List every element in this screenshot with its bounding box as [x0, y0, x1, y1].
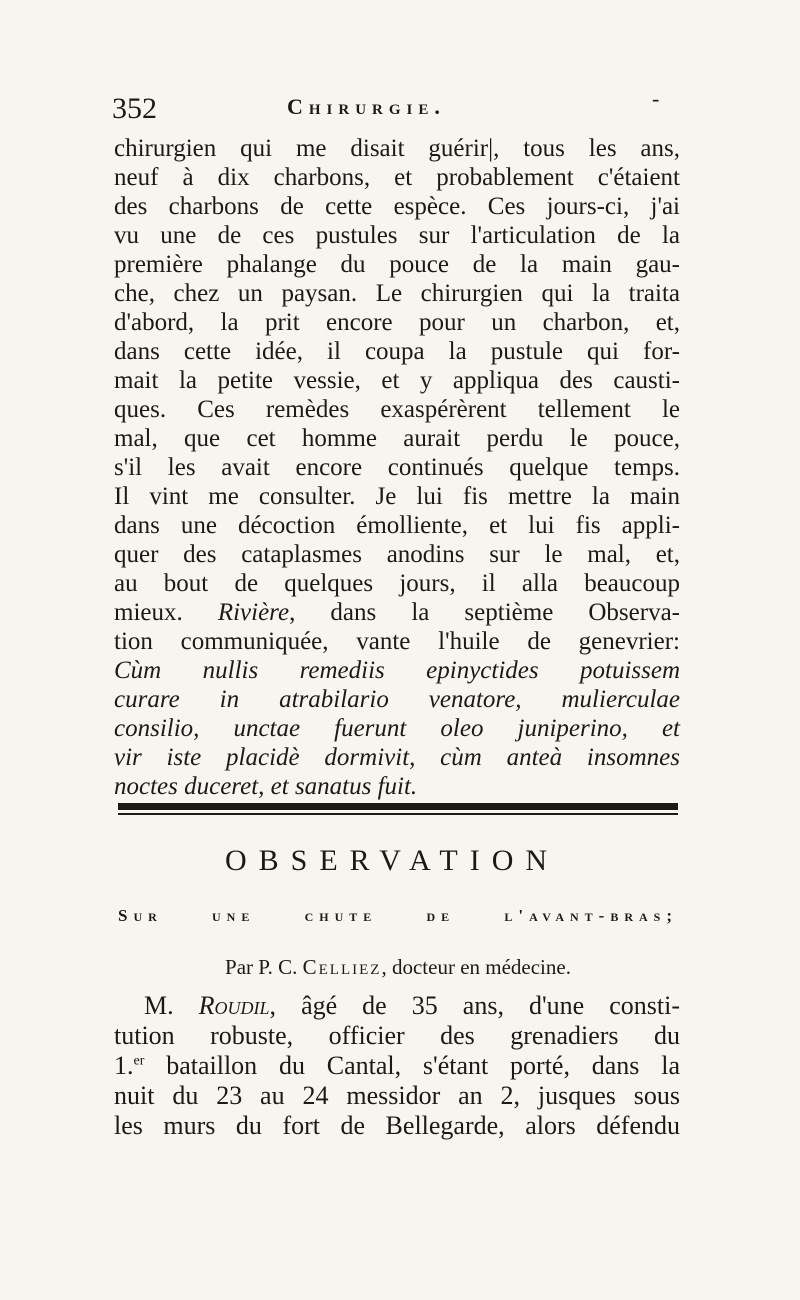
- text-fragment: , âgé de 35 ans, d'une consti-: [269, 991, 680, 1020]
- text-line: tion communiquée, vante l'huile de genevrier:: [114, 628, 680, 655]
- text-line: ques. Ces remèdes exaspérèrent tellement le: [114, 396, 680, 423]
- text-fragment: bataillon du Cantal, s'étant porté, dans la: [144, 1051, 680, 1080]
- text-line: chirurgien qui me disait guérir|, tous les ans,: [114, 135, 680, 162]
- text-fragment: mieux.: [114, 599, 218, 626]
- text-line: neuf à dix charbons, et probablement c'étaient: [114, 164, 680, 191]
- author-prefix: Par P. C.: [225, 955, 303, 979]
- text-line: dans cette idée, il coupa la pustule qui for-: [114, 338, 680, 365]
- latin-line: curare in atrabilario venatore, mulierculae: [114, 686, 680, 713]
- text-line: les murs du fort de Bellegarde, alors défendu: [114, 1111, 680, 1140]
- observation-body: [114, 991, 680, 1141]
- body-text: [114, 134, 680, 801]
- latin-line: Cùm nullis remediis epinyctides potuissem: [114, 657, 680, 684]
- text-line: des charbons de cette espèce. Ces jours-ci, j'ai: [114, 193, 680, 220]
- author-suffix: , docteur en médecine.: [381, 955, 571, 979]
- header-mark: -: [652, 86, 660, 111]
- text-line: [114, 991, 680, 1021]
- text-fragment: , dans la septième Observa-: [289, 599, 680, 626]
- text-line: mait la petite vessie, et y appliqua des causti-: [114, 367, 680, 394]
- observation-author: [118, 955, 678, 980]
- patient-name: Roudil: [198, 991, 270, 1020]
- page-number: 352: [112, 92, 157, 125]
- section-rule-thin: [118, 813, 678, 815]
- text-line: quer des cataplasmes anodins sur le mal, et,: [114, 541, 680, 568]
- text-line: s'il les avait encore continués quelque temps.: [114, 454, 680, 481]
- text-line: nuit du 23 au 24 messidor an 2, jusques sous: [114, 1081, 680, 1110]
- author-name: Celliez: [302, 955, 382, 979]
- observation-title: OBSERVATION: [224, 844, 560, 877]
- text-fragment: 1.: [114, 1051, 134, 1080]
- text-line: mal, que cet homme aurait perdu le pouce,: [114, 425, 680, 452]
- text-line: au bout de quelques jours, il alla beaucoup: [114, 570, 680, 597]
- text-fragment: M.: [144, 991, 199, 1020]
- text-line: première phalange du pouce de la main gau-: [114, 251, 680, 278]
- latin-quotation: [114, 656, 680, 801]
- observation-subtitle: Sur une chute de l'avant-bras;: [118, 906, 678, 925]
- text-line: vu une de ces pustules sur l'articulation de la: [114, 222, 680, 249]
- text-line: Il vint me consulter. Je lui fis mettre la main: [114, 483, 680, 510]
- ordinal-suffix: er: [133, 1053, 145, 1069]
- cited-author: Rivière: [217, 599, 290, 626]
- running-title: Chirurgie.: [287, 94, 446, 119]
- text-line: [114, 1051, 680, 1081]
- text-line: tution robuste, officier des grenadiers du: [114, 1021, 680, 1050]
- text-line: dans une décoction émolliente, et lui fis appli-: [114, 512, 680, 539]
- text-line: d'abord, la prit encore pour un charbon, et,: [114, 309, 680, 336]
- latin-line-last: noctes duceret, et sanatus fuit.: [114, 773, 418, 800]
- text-line: che, chez un paysan. Le chirurgien qui la traita: [114, 280, 680, 307]
- section-rule-thick: [118, 803, 678, 810]
- text-line-citation: [114, 598, 680, 627]
- latin-line: consilio, unctae fuerunt oleo juniperino, et: [114, 715, 680, 742]
- latin-line: vir iste placidè dormivit, cùm anteà insomnes: [114, 744, 680, 771]
- page-header: [112, 86, 672, 136]
